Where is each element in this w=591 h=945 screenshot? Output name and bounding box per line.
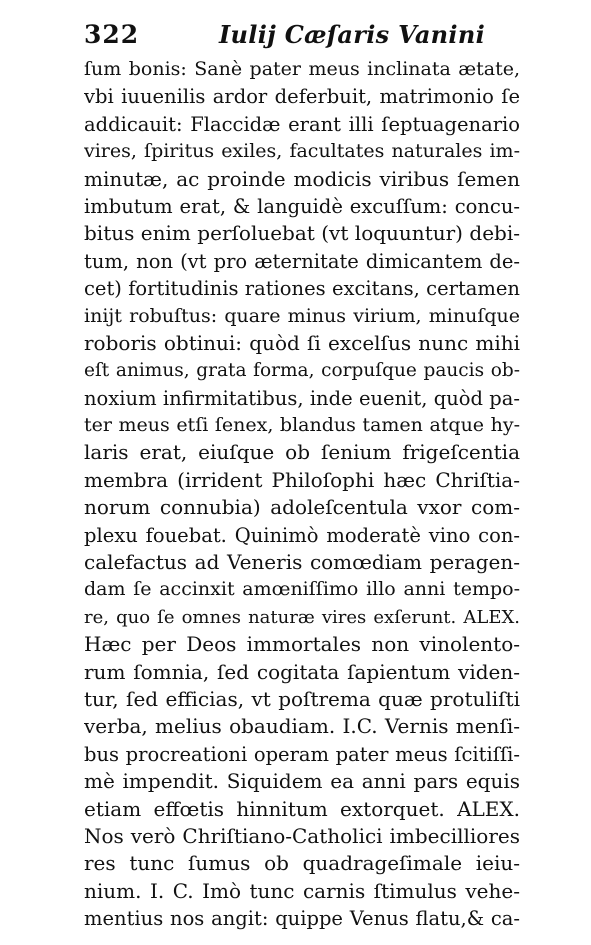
text-line: ſum bonis: Sanè pater meus inclinata ætate, (84, 58, 520, 80)
text-line: mentius nos angit: quippe Venus flatu,& ca- (84, 907, 520, 931)
text-line: norum connubia) adoleſcentula vxor com- (84, 495, 520, 520)
text-line: dam ſe accinxit amœniſſimo illo anni tempo- (84, 578, 520, 601)
text-line: Hæc per Deos immortales non vinolento- (84, 632, 520, 657)
text-line: bus procreationi operam pater meus ſcitiſſi- (84, 742, 520, 766)
text-line: inijt robuſtus: quare minus virium, minuſque (84, 304, 520, 327)
text-line: ter meus etſi ſenex, blandus tamen atque hy- (84, 414, 520, 437)
text-line: eſt animus, grata forma, corpuſque paucis ob- (84, 360, 520, 382)
text-line: tum, non (vt pro æternitate dimicantem de- (84, 249, 520, 273)
text-line: roboris obtinui: quòd ſi excelſus nunc mihi (84, 330, 520, 355)
text-line: imbutum erat, & languidè excuſſum: concu- (84, 194, 520, 218)
text-line: vbi iuuenilis ardor deferbuit, matrimonio ſe (84, 85, 520, 109)
text-line: etiam effœtis hinnitum extorquet. ALEX. (84, 796, 520, 821)
text-line: rum ſomnia, ſed cogitata ſapientum viden- (84, 659, 520, 684)
page-number: 322 (84, 20, 140, 49)
text-line: laris erat, eiuſque ob ſenium frigeſcentia (84, 440, 520, 465)
text-line: membra (irrident Philoſophi hæc Chriſtia- (84, 467, 520, 492)
text-line: vires, ſpiritus exiles, facultates naturales im- (84, 140, 520, 163)
text-line: bitus enim perſoluebat (vt loquuntur) debi- (84, 221, 520, 246)
text-line: plexu fouebat. Quinimò moderatè vino con- (84, 523, 520, 547)
text-line: res tunc ſumus ob quadrageſimale ieiu- (84, 851, 520, 876)
text-line: nium. I. C. Imò tunc carnis ſtimulus vehe- (84, 878, 520, 903)
text-line: addicauit: Flaccidæ erant illi ſeptuagenario (84, 112, 520, 136)
text-line: verba, melius obaudiam. I.C. Vernis menſi- (84, 714, 520, 739)
text-line: noxium infirmitatibus, inde euenit, quòd pa- (84, 386, 520, 410)
text-line: minutæ, ac proinde modicis viribus ſemen (84, 166, 520, 191)
text-line: Nos verò Chriſtiano-Catholici imbecilliores (84, 823, 520, 848)
body-text (84, 56, 520, 933)
text-line: cet) fortitudinis rationes excitans, certamen (84, 277, 520, 301)
text-line: calefactus ad Veneris comœdiam peragen- (84, 550, 520, 575)
text-line: re, quo ſe omnes naturæ vires exſerunt. ALEX. (84, 606, 520, 628)
text-line: tur, ſed efficias, vt poſtrema quæ protuliſti (84, 686, 520, 711)
text-line: mè impendit. Siquidem ea anni pars equis (84, 769, 520, 794)
running-title: Iulij Cæſaris Vanini (219, 20, 486, 49)
page-header (84, 20, 524, 54)
